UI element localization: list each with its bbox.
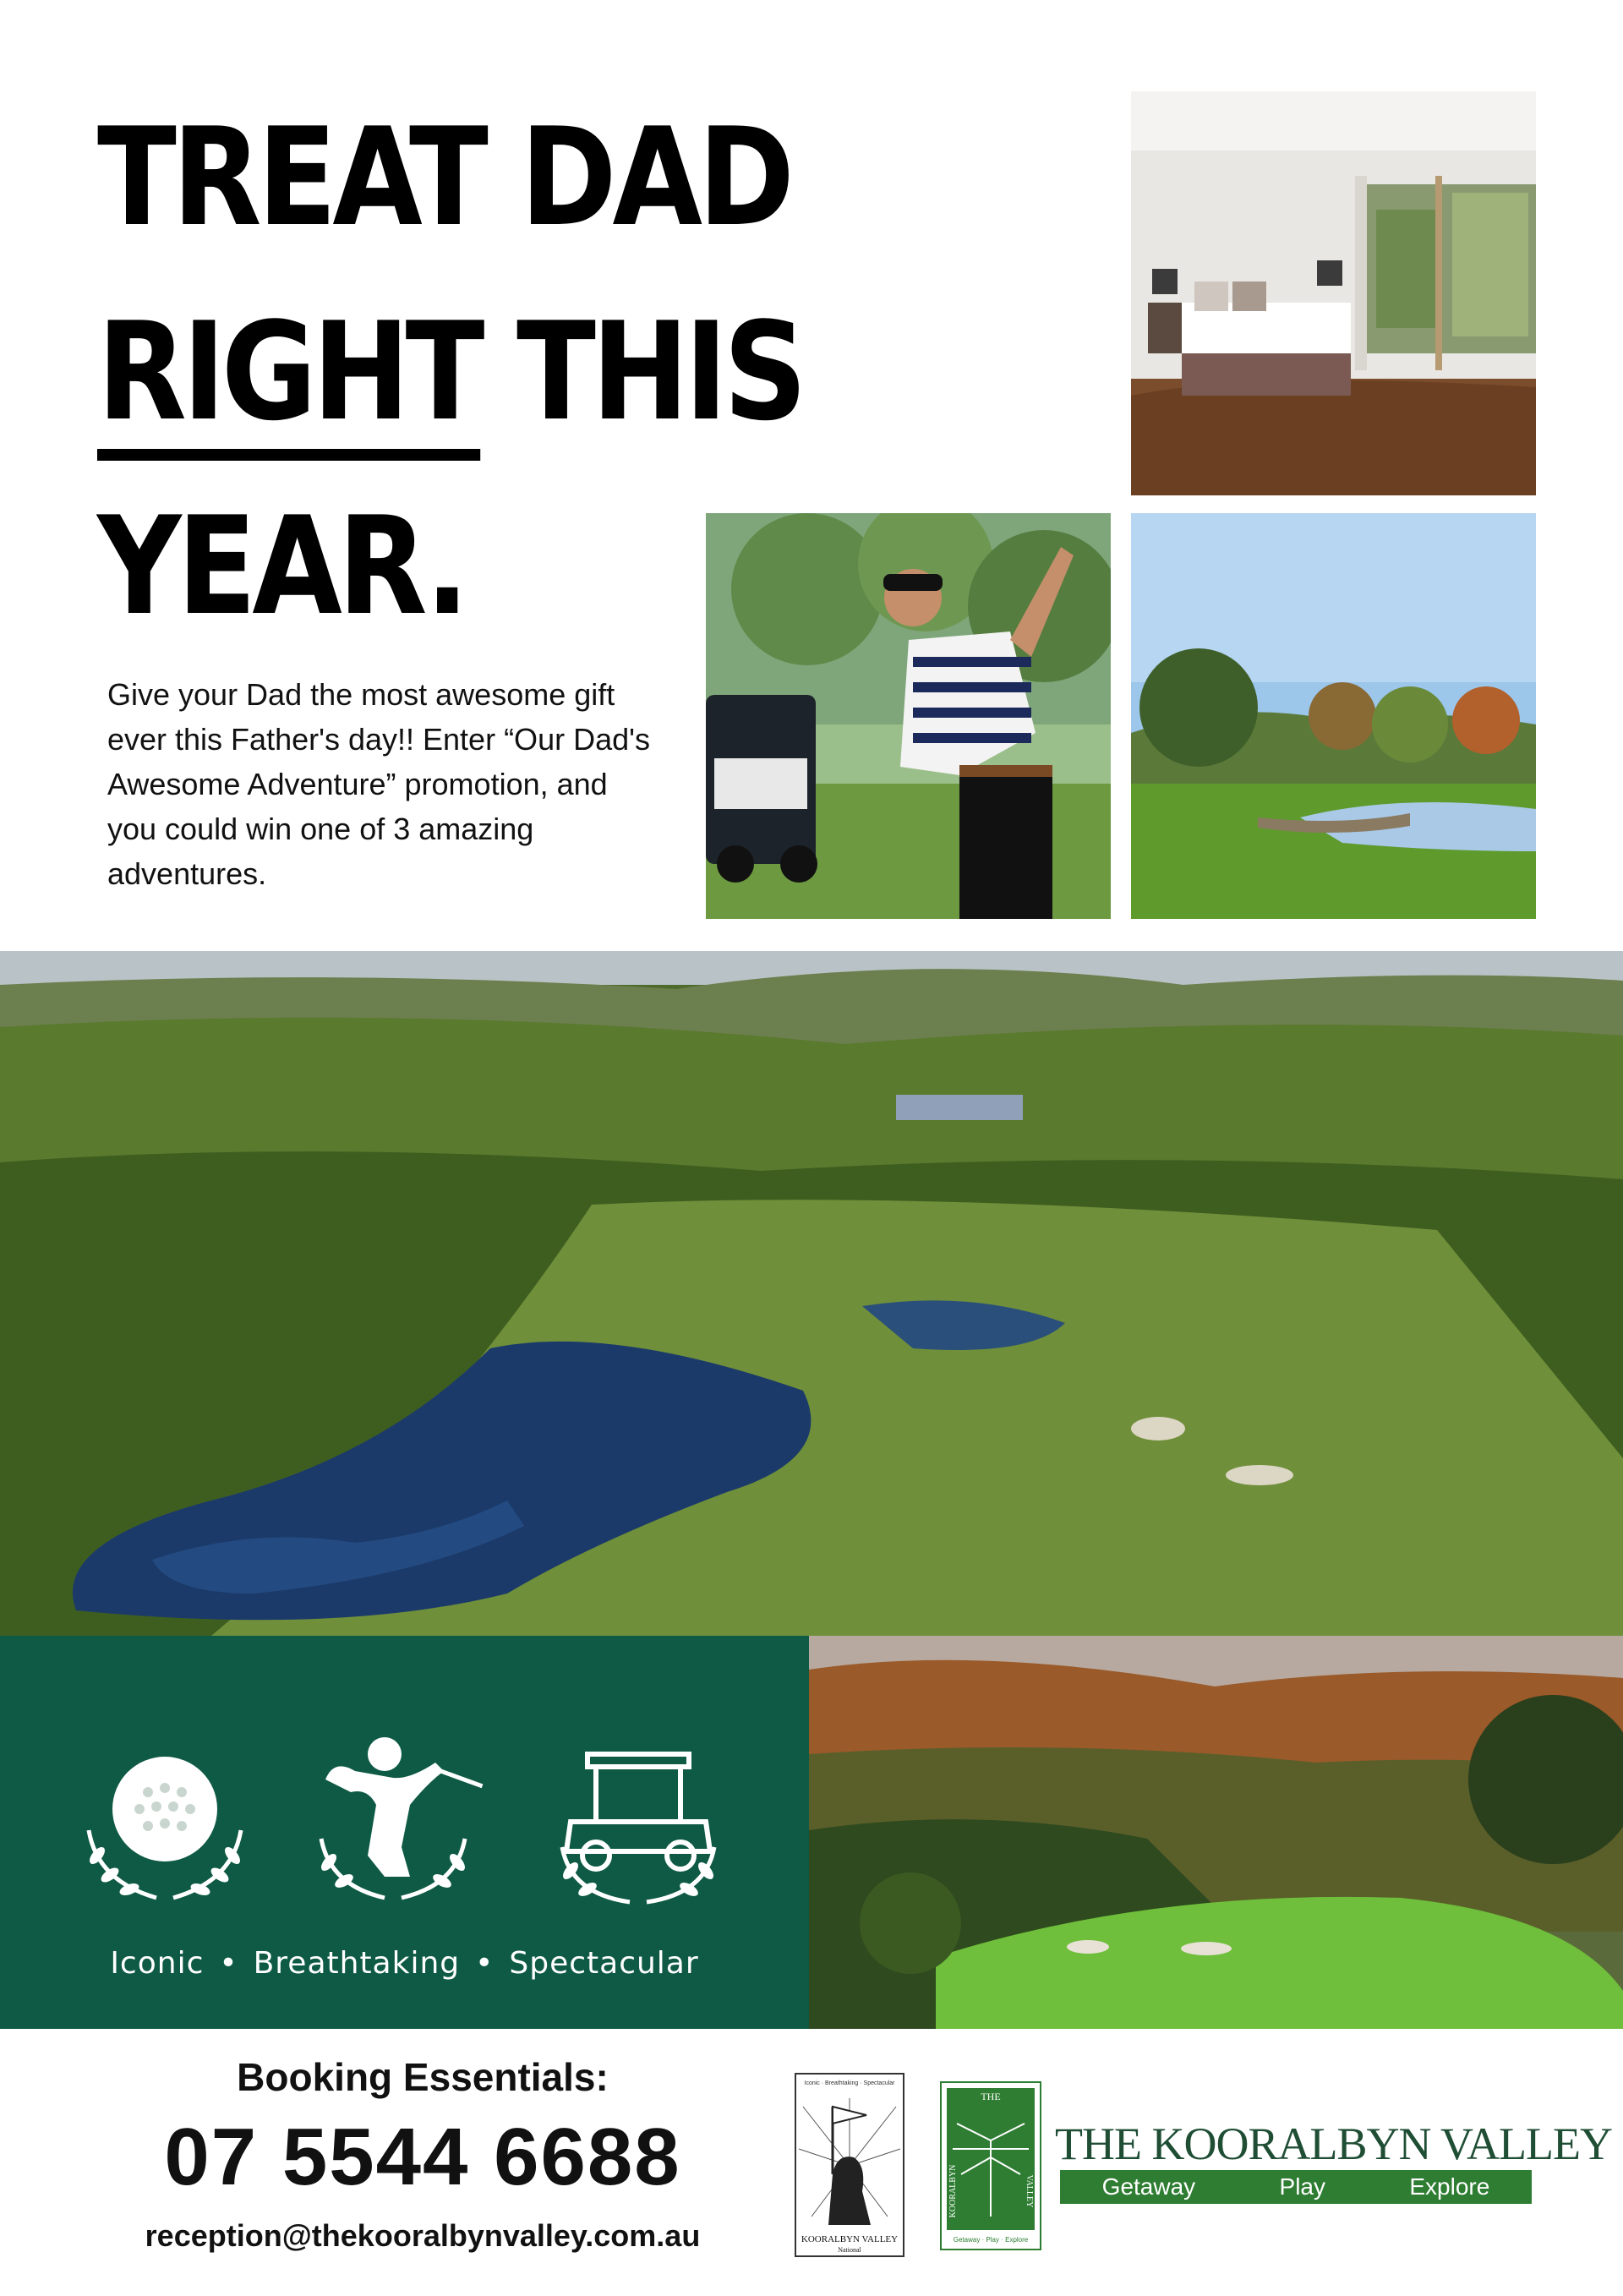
aerial-golf-course-photo — [0, 951, 1623, 1636]
kooralbyn-valley-wordmark — [1055, 2118, 1612, 2211]
square-logo-sub: Getaway · Play · Explore — [953, 2236, 1029, 2244]
golf-cart-icon — [545, 1729, 731, 1915]
headline-line-3: YEAR. — [97, 487, 466, 645]
feature-tagline — [0, 1946, 809, 1981]
headline-underlined-word: RIGHT — [97, 300, 480, 461]
golf-course-lake-photo — [1131, 513, 1536, 919]
headline-line-2-rest: THIS — [480, 292, 803, 451]
golfer-icon — [300, 1729, 486, 1915]
national-logo-sub: National — [838, 2246, 861, 2254]
feature-item-spectacular: Spectacular — [509, 1946, 699, 1981]
square-logo-the: THE — [981, 2091, 1001, 2102]
headline-line-2 — [97, 275, 803, 469]
golfer-swing-photo — [706, 513, 1111, 919]
feature-item-breathtaking: Breathtaking — [253, 1946, 461, 1981]
square-logo-left: KOORALBYN — [948, 2164, 958, 2218]
intro-paragraph: Give your Dad the most awesome gift ever this Father's day!! Enter “Our Dad's Awesome Adventure” promotion, and you could win one of 3 amazing adventures. — [107, 677, 650, 891]
booking-email[interactable]: reception@thekooralbynvalley.com.au — [145, 2218, 701, 2253]
tagline-separator: • — [475, 1946, 495, 1981]
square-logo-right: VALLEY — [1025, 2174, 1034, 2208]
wordmark-item-getaway: Getaway — [1101, 2173, 1196, 2200]
booking-label: Booking Essentials: — [237, 2055, 609, 2099]
wordmark-bar — [1060, 2170, 1532, 2204]
wordmark-item-play: Play — [1279, 2173, 1325, 2200]
national-logo-top-text: Iconic · Breathtaking · Spectacular — [804, 2080, 895, 2086]
feature-item-iconic: Iconic — [110, 1946, 205, 1981]
tagline-separator: • — [219, 1946, 238, 1981]
golf-ball-icon — [72, 1737, 258, 1923]
wordmark-item-explore: Explore — [1409, 2173, 1490, 2200]
kooralbyn-valley-square-logo — [940, 2081, 1041, 2250]
wordmark-title: THE KOORALBYN VALLEY — [1055, 2118, 1612, 2169]
headline — [97, 80, 803, 664]
booking-phone[interactable]: 07 5544 6688 — [164, 2112, 681, 2202]
headline-line-1: TREAT DAD — [97, 98, 790, 256]
kooralbyn-national-logo — [795, 2073, 904, 2257]
valley-fairway-photo — [809, 1636, 1623, 2029]
hotel-bedroom-photo — [1131, 91, 1536, 495]
national-logo-name: KOORALBYN VALLEY — [801, 2234, 899, 2244]
